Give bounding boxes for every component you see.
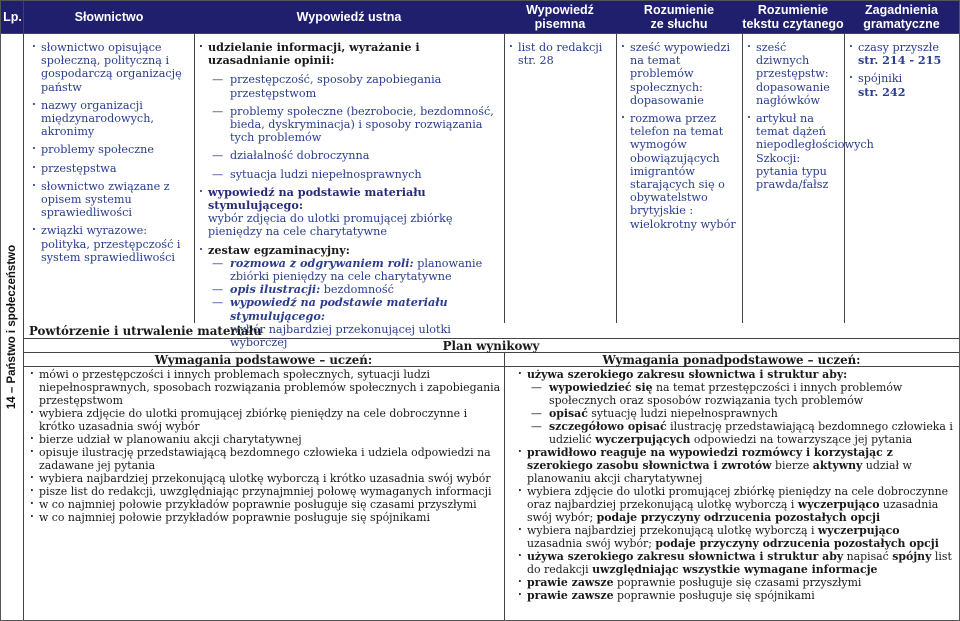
divider <box>504 33 505 323</box>
header-vocabulary: Słownictwo <box>24 1 194 33</box>
listening-item: · rozmowa przez telefon na temat wymogów obowiązujących imigrantów starających się o obywatelstwo brytyjskie : wielokrotny wybór <box>620 112 740 231</box>
reading-item: · sześć dziwnych przestępstw: dopasowanie nagłówków <box>746 41 842 107</box>
listening-column <box>620 41 740 236</box>
advanced-item: · wybiera zdjęcie do ulotki promującej zbiórkę pieniędzy na cele dobroczynne oraz najbardziej przekonującą ulotkę wyborczą i wyczerpująco uzasadnia swój wybór; podaje przyczyny odrzucenia pozostałych opcji <box>517 485 957 524</box>
reading-column <box>746 41 874 196</box>
speaking-material: · wypowiedź na podstawie materiału stymulującego: wybór zdjęcia do ulotki promującej zbiórkę pieniędzy na cele charytatywne <box>198 186 500 239</box>
header-lp: Lp. <box>1 1 24 33</box>
speaking-topics <box>198 73 500 180</box>
basic-requirement-item: · wybiera najbardziej przekonującą ulotkę wyborczą i krótko uzasadnia swój wybór <box>29 472 501 485</box>
vocabulary-item: · nazwy organizacji międzynarodowych, akronimy <box>31 99 191 139</box>
review-title: Powtórzenie i utrwalenie materiału <box>29 324 262 338</box>
speaking-topic: — problemy społeczne (bezrobocie, bezdomność, bieda, dyskryminacja) i sposoby rozwiązania tych problemów <box>208 105 500 145</box>
header-grammar: Zagadnienia gramatyczne <box>844 1 959 33</box>
divider <box>844 33 845 323</box>
header-writing: Wypowiedź pisemna <box>504 1 616 33</box>
divider <box>1 33 959 34</box>
grammar-item: · czasy przyszłe str. 214 - 215 <box>848 41 958 67</box>
speaking-topic: — działalność dobroczynna <box>208 149 500 162</box>
basic-requirement-item: · w co najmniej połowie przykładów poprawnie posługuje się spójnikami <box>29 511 501 524</box>
advanced-item: · prawie zawsze poprawnie posługuje się czasami przyszłymi <box>517 576 957 589</box>
advanced-requirements-title: Wymagania ponadpodstawowe – uczeń: <box>602 353 861 367</box>
writing-column <box>508 41 614 72</box>
basic-requirement-item: · w co najmniej połowie przykładów poprawnie posługuje się czasami przyszłymi <box>29 498 501 511</box>
grammar-item: · spójniki str. 242 <box>848 72 958 98</box>
writing-item: · list do redakcji str. 28 <box>508 41 614 67</box>
header-listening: Rozumienie ze słuchu <box>616 1 742 33</box>
basic-requirement-item: · mówi o przestępczości i innych problemach społecznych, sytuacji ludzi niepełnosprawnych, sposobach rozwiązania problemów społecznych i zapobiegania przestępstwom <box>29 368 501 407</box>
header-speaking: Wypowiedź ustna <box>194 1 504 33</box>
speaking-exam: · zestaw egzaminacyjny: — rozmowa z odgrywaniem roli: planowanie zbiórki pieniędzy na cele charytatywne — opis ilustracji: bezdomność — wypowiedź na podstawie materiału stymulującego: wybór najbardziej przekonującej ulotki wyborczej <box>198 244 500 350</box>
basic-requirement-item: · pisze list do redakcji, uwzględniając przynajmniej połowę wymaganych informacji <box>29 485 501 498</box>
basic-requirements-title: Wymagania podstawowe – uczeń: <box>154 353 373 367</box>
vocabulary-item: · słownictwo związane z opisem systemu sprawiedliwości <box>31 180 191 220</box>
divider <box>616 33 617 323</box>
speaking-intro: · udzielanie informacji, wyrażanie i uzasadnianie opinii: <box>198 41 500 67</box>
unit-label <box>1 34 23 620</box>
vocabulary-item: · problemy społeczne <box>31 143 191 156</box>
basic-requirement-item: · wybiera zdjęcie do ulotki promującej zbiórkę pieniędzy na cele dobroczynne i krótko uzasadnia swój wybór <box>29 407 501 433</box>
advanced-item: · prawidłowo reaguje na wypowiedzi rozmówcy i korzystając z szerokiego zasobu słownictwa i zwrotów bierze aktywny udział w planowaniu akcji charytatywnej <box>517 446 957 485</box>
vocabulary-column <box>31 41 191 269</box>
basic-requirements <box>29 368 501 524</box>
divider <box>194 33 195 323</box>
plan-title: Plan wynikowy <box>442 339 540 353</box>
advanced-item: · używa szerokiego zakresu słownictwa i struktur aby: — wypowiedzieć się na temat przestępczości i innych problemów społecznych oraz sposobów rozwiązania tych problemów — opisać sytuację ludzi niepełnosprawnych — szczegółowo opisać ilustrację przedstawiającą bezdomnego człowieka i udzielić wyczerpujących odpowiedzi na towarzyszące jej pytania <box>517 368 957 446</box>
advanced-item: · prawie zawsze poprawnie posługuje się spójnikami <box>517 589 957 602</box>
advanced-requirements <box>517 368 957 602</box>
grammar-column <box>848 41 958 104</box>
vocabulary-item: · słownictwo opisujące społeczną, polityczną i gospodarczą organizację państw <box>31 41 191 94</box>
speaking-topic: — sytuacja ludzi niepełnosprawnych <box>208 168 500 181</box>
vocabulary-item: · związki wyrazowe: polityka, przestępczość i system sprawiedliwości <box>31 224 191 264</box>
vocabulary-list <box>31 41 191 264</box>
reading-item: · artykuł na temat dążeń niepodległościowych Szkocji: pytania typu prawda/fałsz <box>746 112 842 191</box>
basic-requirement-item: · opisuje ilustrację przedstawiającą bezdomnego człowieka i udziela odpowiedzi na zadawane jej pytania <box>29 446 501 472</box>
unit-label-text: 14 – Państwo i społeczeństwo <box>6 244 18 410</box>
listening-item: · sześć wypowiedzi na temat problemów społecznych: dopasowanie <box>620 41 740 107</box>
divider <box>504 352 505 620</box>
divider <box>742 33 743 323</box>
speaking-column <box>198 41 500 354</box>
speaking-topic: — przestępczość, sposoby zapobiegania przestępstwom <box>208 73 500 99</box>
advanced-item: · używa szerokiego zakresu słownictwa i struktur aby napisać spójny list do redakcji uwzględniając wszystkie wymagane informacje <box>517 550 957 576</box>
vocabulary-item: · przestępstwa <box>31 162 191 175</box>
basic-requirement-item: · bierze udział w planowaniu akcji charytatywnej <box>29 433 501 446</box>
advanced-item: · wybiera najbardziej przekonującą ulotkę wyborczą i wyczerpująco uzasadnia swój wybór; podaje przyczyny odrzucenia pozostałych opcji <box>517 524 957 550</box>
header-reading: Rozumienie tekstu czytanego <box>742 3 844 31</box>
divider <box>23 1 24 620</box>
